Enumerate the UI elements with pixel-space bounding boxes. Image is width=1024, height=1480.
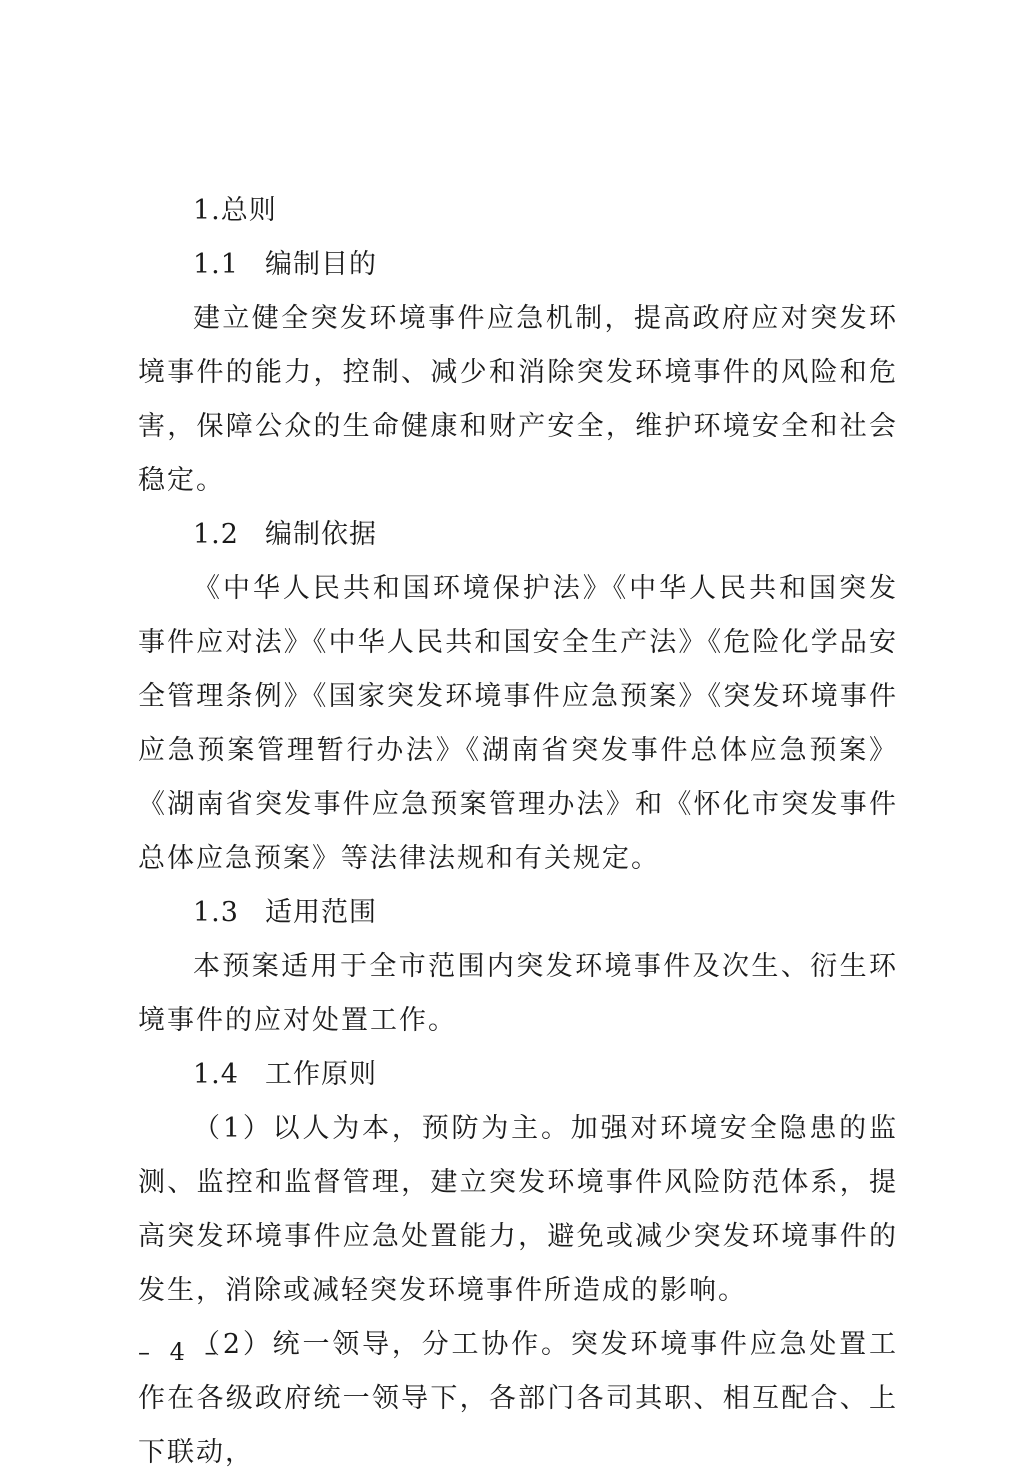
section-number: 1.4 <box>193 1059 239 1090</box>
page-number: – 4 – <box>138 1338 223 1366</box>
section-title: 编制依据 <box>265 519 377 550</box>
section-heading-1 <box>138 184 898 238</box>
section-number: 1.3 <box>193 897 239 928</box>
section-title: 总则 <box>220 195 277 226</box>
section-title: 工作原则 <box>265 1059 377 1090</box>
section-number: 1. <box>193 195 221 226</box>
paragraph-scope: 本预案适用于全市范围内突发环境事件及次生、衍生环境事件的应对处置工作。 <box>138 951 898 1036</box>
paragraph-purpose: 建立健全突发环境事件应急机制，提高政府应对突发环境事件的能力，控制、减少和消除突发环境事件的风险和危害，保障公众的生命健康和财产安全，维护环境安全和社会稳定。 <box>138 303 898 496</box>
section-number: 1.2 <box>193 519 239 550</box>
paragraph-principle-1: （1）以人为本，预防为主。加强对环境安全隐患的监测、监控和监督管理，建立突发环境事件风险防范体系，提高突发环境事件应急处置能力，避免或减少突发环境事件的发生，消除或减轻突发环境事件所造成的影响。 <box>138 1113 898 1306</box>
section-heading-1-2 <box>138 508 898 562</box>
section-heading-1-1 <box>138 238 898 292</box>
section-heading-1-4 <box>138 1048 898 1102</box>
section-title: 编制目的 <box>265 249 377 280</box>
section-title: 适用范围 <box>265 897 377 928</box>
section-number: 1.1 <box>193 249 239 280</box>
document-body <box>138 184 898 1480</box>
paragraph-principle-2: （2）统一领导，分工协作。突发环境事件应急处置工作在各级政府统一领导下，各部门各司其职、相互配合、上下联动， <box>138 1329 898 1468</box>
paragraph-basis: 《中华人民共和国环境保护法》《中华人民共和国突发事件应对法》《中华人民共和国安全生产法》《危险化学品安全管理条例》《国家突发环境事件应急预案》《突发环境事件应急预案管理暂行办法》《湖南省突发事件总体应急预案》《湖南省突发事件应急预案管理办法》和《怀化市突发事件总体应急预案》等法律法规和有关规定。 <box>138 573 898 874</box>
section-heading-1-3 <box>138 886 898 940</box>
